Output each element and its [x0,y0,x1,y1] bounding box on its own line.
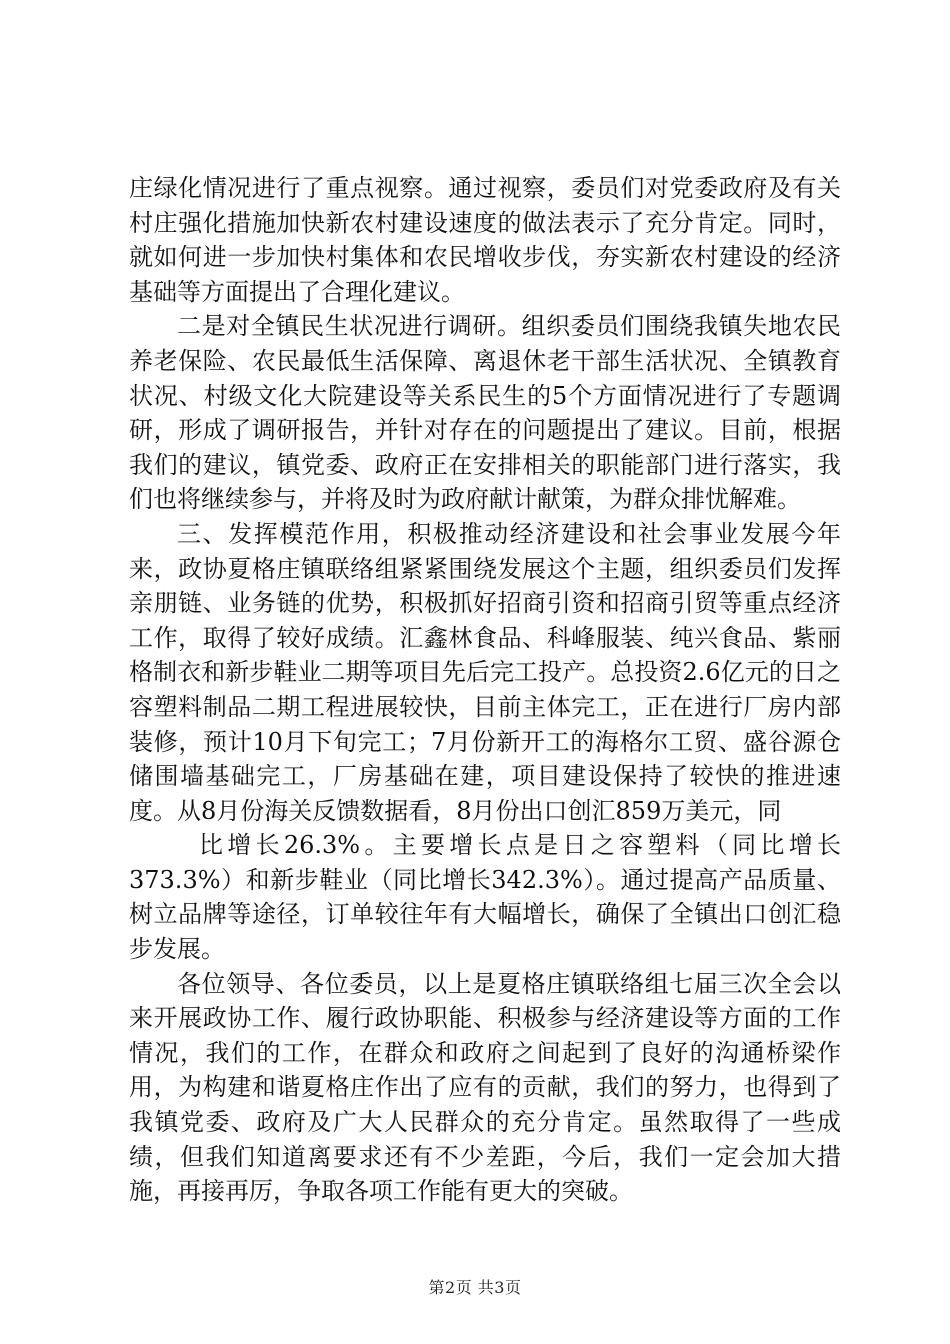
document-body [129,171,841,1209]
paragraph-livelihood-survey: 二是对全镇民生状况进行调研。组织委员们围绕我镇失地农民养老保险、农民最低生活保障、离退休老干部生活状况、全镇教育状况、村级文化大院建设等关系民生的5个方面情况进行了专题调研，形成了调研报告，并针对存在的问题提出了建议。目前，根据我们的建议，镇党委、政府正在安排相关的职能部门进行落实，我们也将继续参与，并将及时为政府献计献策，为群众排忧解难。 [129,312,841,514]
paragraph-economic-development: 三、发挥模范作用，积极推动经济建设和社会事业发展今年来，政协夏格庄镇联络组紧紧围绕发展这个主题，组织委员们发挥亲朋链、业务链的优势，积极抓好招商引资和招商引贸等重点经济工作，取得了较好成绩。汇鑫林食品、科峰服装、纯兴食品、紫丽格制衣和新步鞋业二期等项目先后完工投产。总投资2.6亿元的日之容塑料制品二期工程进展较快，目前主体完工，正在进行厂房内部装修，预计10月下旬完工；7月份新开工的海格尔工贸、盛谷源仓储围墙基础完工，厂房基础在建，项目建设保持了较快的推进速度。从8月份海关反馈数据看，8月份出口创汇859万美元，同 [129,519,841,825]
paragraph-conclusion: 各位领导、各位委员，以上是夏格庄镇联络组七届三次全会以来开展政协工作、履行政协职能、积极参与经济建设等方面的工作情况，我们的工作，在群众和政府之间起到了良好的沟通桥梁作用，为构建和谐夏格庄作出了应有的贡献，我们的努力，也得到了我镇党委、政府及广大人民群众的充分肯定。虽然取得了一些成绩，但我们知道离要求还有不少差距，今后，我们一定会加大措施，再接再厉，争取各项工作能有更大的突破。 [129,969,841,1206]
page-number-footer: 第2页 共3页 [428,1278,522,1297]
paragraph-continuation: 庄绿化情况进行了重点视察。通过视察，委员们对党委政府及有关村庄强化措施加快新农村建设速度的做法表示了充分肯定。同时，就如何进一步加快村集体和农民增收步伐，夯实新农村建设的经济基础等方面提出了合理化建议。 [129,174,841,306]
paragraph-export-growth: 比增长26.3%。主要增长点是日之容塑料（同比增长373.3%）和新步鞋业（同比增长342.3%）。通过提高产品质量、树立品牌等途径，订单较往年有大幅增长，确保了全镇出口创汇稳步发展。 [129,831,841,964]
